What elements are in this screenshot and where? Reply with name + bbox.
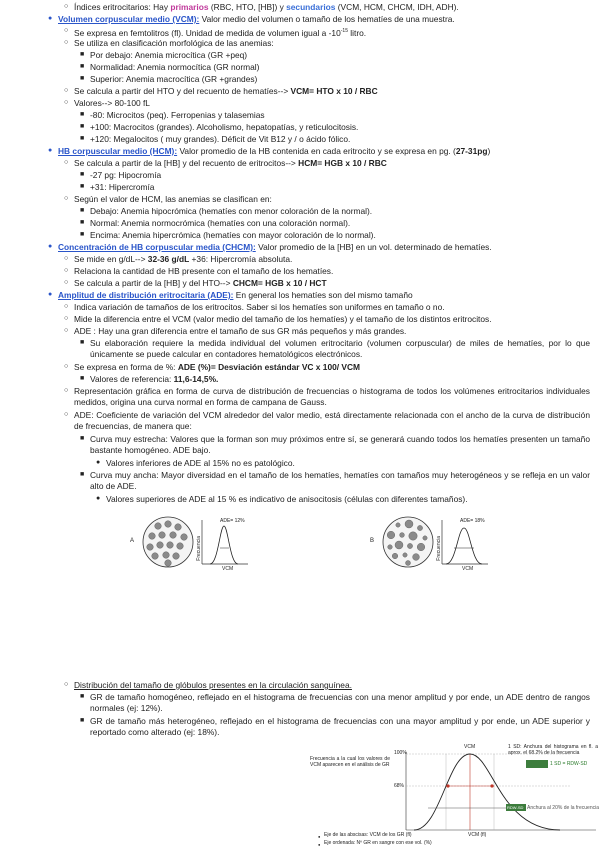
- bullet: ●: [318, 842, 321, 847]
- bullet: ■: [80, 63, 85, 70]
- bullet: ○: [64, 327, 69, 334]
- list-item: +100: Macrocitos (grandes). Alcoholismo, hepatopatías, y reticulocitosis.: [90, 122, 359, 132]
- bullet: ○: [64, 159, 69, 166]
- list-item: Debajo: Anemia hipocrómica (hematíes con menor coloración de la normal).: [90, 206, 373, 216]
- figure-a-label: A: [130, 538, 135, 544]
- bullet: ○: [64, 363, 69, 370]
- list-item: ADE : Hay una gran diferencia entre el tamaño de sus GR más pequeños y más grandes.: [74, 326, 407, 336]
- bullet: ○: [64, 267, 69, 274]
- bullet: ■: [80, 339, 85, 346]
- bullet: ○: [64, 411, 69, 418]
- list-item: Valores de referencia: 11,6-14,5%.: [90, 374, 219, 384]
- list-item: Se expresa en femtolitros (fl). Unidad de medida de volumen igual a $-10^{-15}$ litro.: [74, 27, 367, 38]
- bullet: ■: [80, 717, 85, 724]
- histogram-caption-1: Eje de las abscisas: VCM de los GR (fl): [324, 832, 412, 838]
- bullet: ○: [64, 39, 69, 46]
- vcm-formula: VCM= HTO x 10 / RBC: [290, 86, 378, 96]
- list-item: Valores superiores de ADE al 15 % es indicativo de anisocitosis (células con diferentes tamaños).: [106, 494, 468, 504]
- hcm-title-link[interactable]: HB corpuscular medio (HCM):: [58, 146, 178, 156]
- rdw-box-1: [526, 760, 548, 768]
- histogram-caption-2: Eje ordenada: Nº GR en sangre con ese vol. (%): [324, 840, 432, 846]
- bullet: ○: [64, 27, 69, 34]
- figure-b: [370, 512, 500, 574]
- histogram-y-top: 100%: [394, 750, 407, 756]
- bullet: ■: [80, 231, 85, 238]
- bullet: ○: [64, 87, 69, 94]
- figure-a-ade: ADE= 12%: [220, 518, 245, 524]
- hcm-formula: HCM= HGB x 10 / RBC: [298, 158, 387, 168]
- list-item: Se calcula a partir de la [HB] y del HTO--> CHCM= HGB x 10 / HCT: [74, 278, 327, 288]
- bullet: ○: [64, 195, 69, 202]
- list-item: Representación gráfica en forma de curva de distribución de frecuencias o histograma de todos los volúmenes eritrocitarios individuales medidos, origina una curva normal en forma de campana de Gauss.: [74, 386, 590, 407]
- distribution-title: Distribución del tamaño de glóbulos presentes en la circulación sanguínea.: [74, 680, 352, 690]
- bullet: ■: [80, 435, 85, 442]
- bullet: ●: [96, 459, 101, 466]
- list-item: -27 pg: Hipocromía: [90, 170, 162, 180]
- chcm-heading: Concentración de HB corpuscular media (CHCM): Valor promedio de la [HB] en un vol. determinado de hematíes.: [58, 242, 492, 252]
- list-item: Normalidad: Anemia normocítica (GR normal): [90, 62, 260, 72]
- list-item: Superior: Anemia macrocítica (GR +grandes): [90, 74, 258, 84]
- bullet: ■: [80, 207, 85, 214]
- figure-b-ade: ADE= 18%: [460, 518, 485, 524]
- list-item: Relaciona la cantidad de HB presente con el tamaño de los hematíes.: [74, 266, 334, 276]
- chcm-title-link[interactable]: Concentración de HB corpuscular media (CHCM):: [58, 242, 256, 252]
- figure-a: [130, 512, 260, 574]
- list-item: Se utiliza en clasificación morfológica de las anemias:: [74, 38, 274, 48]
- indices-line: Índices eritrocitarios: Hay primarios (RBC, HTO, [HB]) y secundarios (VCM, HCM, CHCM, IDH, ADH).: [74, 2, 459, 12]
- hcm-heading: HB corpuscular medio (HCM): Valor promedio de la HB contenida en cada eritrocito y se expresa en pg. (27-31pg): [58, 146, 491, 156]
- list-item: Normal: Anemia normocrómica (hematíes con una coloración normal).: [90, 218, 351, 228]
- figure-a-y-label: Frecuencia: [196, 536, 202, 561]
- figure-b-x-label: VCM: [462, 566, 474, 572]
- chcm-formula: CHCM= HGB x 10 / HCT: [232, 278, 327, 288]
- bullet: ●: [96, 495, 101, 502]
- bullet: ■: [80, 111, 85, 118]
- list-item: Encima: Anemia hipercrómica (hematíes con mayor coloración de lo normal).: [90, 230, 376, 240]
- list-item: +120: Megalocitos ( muy grandes). Déficit de Vit B12 y / o ácido fólico.: [90, 134, 351, 144]
- list-item: Se calcula a partir del HTO y del recuento de hematíes--> VCM= HTO x 10 / RBC: [74, 86, 378, 96]
- bullet: ○: [64, 303, 69, 310]
- bullet: ●: [318, 834, 321, 839]
- list-item: Se calcula a partir de la [HB] y del recuento de eritrocitos--> HCM= HGB x 10 / RBC: [74, 158, 387, 168]
- list-item: Indica variación de tamaños de los eritrocitos. Saber si los hematíes son uniformes en tamaño o no.: [74, 302, 445, 312]
- ade-heading: Amplitud de distribución eritrocitaria (ADE): En general los hematíes son del mismo tamaño: [58, 290, 413, 300]
- bullet: ■: [80, 123, 85, 130]
- figure-b-label: B: [370, 538, 375, 544]
- list-item: Se expresa en forma de %: ADE (%)= Desviación estándar VC x 100/ VCM: [74, 362, 361, 372]
- bullet: ●: [48, 15, 53, 22]
- list-item: Curva muy ancha: Mayor diversidad en el tamaño de los hematíes, hematíes con tamaños muy heterogéneos y se refleja en un valor alto de ADE.: [90, 470, 590, 491]
- list-item: Por debajo: Anemia microcítica (GR +peq): [90, 50, 248, 60]
- bullet: ■: [80, 171, 85, 178]
- list-item: Según el valor de HCM, las anemias se clasifican en:: [74, 194, 272, 204]
- bullet: ■: [80, 51, 85, 58]
- bullet: ○: [64, 3, 69, 10]
- histogram-peak-label: VCM: [464, 744, 476, 750]
- bullet: ○: [64, 255, 69, 262]
- bullet: ●: [48, 291, 53, 298]
- bullet: ○: [64, 681, 69, 688]
- figure-b-y-label: Frecuencia: [436, 536, 442, 561]
- list-item: Curva muy estrecha: Valores que la forman son muy próximos entre sí, se generará cuando todos los hematíes presenten un tamaño bastante homogéneo. ADE bajo.: [90, 434, 590, 455]
- list-item: Su elaboración requiere la medida individual del volumen eritrocitario (volumen corpuscular) de miles de hematíes, por lo que únicamente se puede calcular en contadores hematológicos electrónicos.: [90, 338, 590, 359]
- vcm-title-link[interactable]: Volumen corpuscular medio (VCM):: [58, 14, 200, 24]
- bullet: ■: [80, 75, 85, 82]
- bullet: ○: [64, 279, 69, 286]
- ade-formula: ADE (%)= Desviación estándar VC x 100/ VCM: [177, 362, 361, 372]
- vcm-heading: Volumen corpuscular medio (VCM): Valor medio del volumen o tamaño de los hematíes de una muestra.: [58, 14, 455, 24]
- histogram-box3-label: Anchura al 20% de la frecuencia: [527, 805, 599, 811]
- bullet: ■: [80, 471, 85, 478]
- list-item: +31: Hipercromía: [90, 182, 155, 192]
- bullet: ■: [80, 219, 85, 226]
- bullet: ○: [64, 387, 69, 394]
- histogram-box2-label: RDW-SD: [507, 805, 524, 810]
- bullet: ■: [80, 183, 85, 190]
- bullet: ○: [64, 315, 69, 322]
- histogram-figure: [310, 744, 600, 848]
- list-item: -80: Microcitos (peq). Ferropenias y talasemias: [90, 110, 265, 120]
- list-item: Mide la diferencia entre el VCM (valor medio del tamaño de los hematíes) y el tamaño de los distintos eritrocitos.: [74, 314, 492, 324]
- list-item: Se mide en g/dL--> 32-36 g/dL +36: Hipercromía absoluta.: [74, 254, 293, 264]
- ade-title-link[interactable]: Amplitud de distribución eritrocitaria (ADE):: [58, 290, 234, 300]
- list-item: Valores inferiores de ADE al 15% no es patológico.: [106, 458, 295, 468]
- bullet: ■: [80, 135, 85, 142]
- bullet: ●: [48, 147, 53, 154]
- histogram-right-note: 1 SD: Anchura del histograma en fl. a aprox. el 68.2% de la frecuencia: [508, 744, 598, 756]
- bullet: ●: [48, 243, 53, 250]
- list-item: GR de tamaño más heterogéneo, reflejado en el histograma de frecuencias con una mayor amplitud y por ende, un ADE superior y reportado como alterado (ej: 18%).: [90, 716, 590, 737]
- primarios-text: primarios: [170, 2, 209, 12]
- histogram-x-label: VCM (fl): [468, 832, 487, 838]
- secundarios-text: secundarios: [286, 2, 336, 12]
- histogram-box1-label: 1 SD = RDW-SD: [550, 761, 588, 767]
- list-item: Valores--> 80-100 fL: [74, 98, 150, 108]
- list-item: ADE: Coeficiente de variación del VCM alrededor del valor medio, está directamente relacionada con el ancho de la curva de distribución de frecuencias, de manera que:: [74, 410, 590, 431]
- bullet: ■: [80, 693, 85, 700]
- bullet: ■: [80, 375, 85, 382]
- bullet: ○: [64, 99, 69, 106]
- histogram-left-note: Frecuencia a la cual los valores de VCM aparecen en el análisis de GR: [310, 756, 390, 768]
- figure-a-x-label: VCM: [222, 566, 234, 572]
- histogram-y-mid: 68%: [394, 783, 405, 789]
- list-item: GR de tamaño homogéneo, reflejado en el histograma de frecuencias con una menor amplitud y por ende, un ADE dentro de rangos normales (ej: 12%).: [90, 692, 590, 713]
